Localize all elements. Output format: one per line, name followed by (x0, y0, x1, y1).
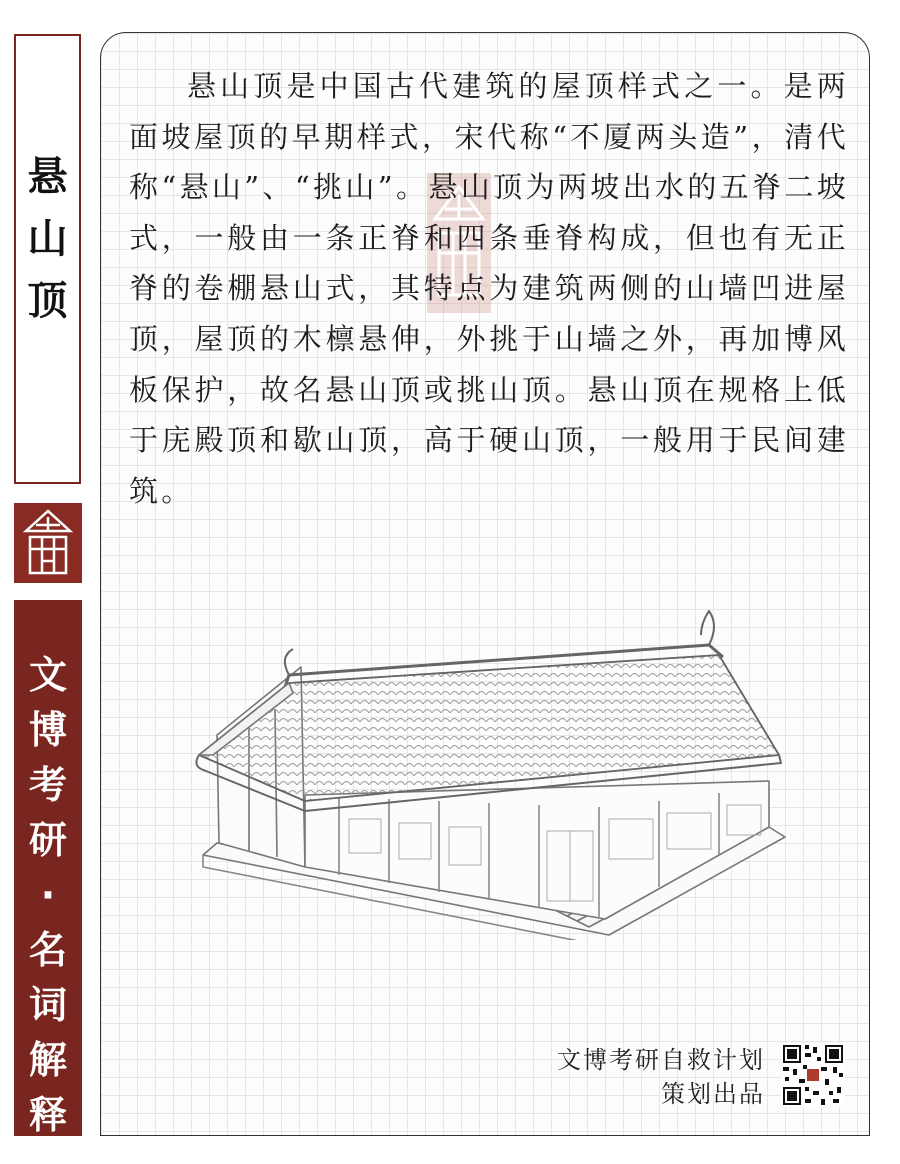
footer-credit (557, 1043, 765, 1111)
title-char: 山 (27, 216, 68, 262)
banner-char: 词 (28, 983, 67, 1027)
qr-code-icon[interactable] (781, 1043, 845, 1107)
footer-line: 策划出品 (661, 1080, 765, 1108)
banner-char: 考 (28, 763, 67, 807)
seal-icon (14, 503, 82, 583)
banner-char: 解 (28, 1038, 67, 1082)
title-char: 顶 (27, 278, 68, 324)
building-illustration (189, 605, 789, 940)
banner-char: 博 (28, 708, 67, 752)
title-box (14, 34, 81, 484)
banner-char: · (40, 873, 56, 917)
banner-char: 文 (28, 653, 67, 697)
banner-char: 释 (28, 1093, 67, 1137)
category-banner (14, 600, 82, 1136)
body-paragraph: 悬山顶是中国古代建筑的屋顶样式之一。是两面坡屋顶的早期样式，宋代称“不厦两头造”，清代称“悬山”、“挑山”。悬山顶为两坡出水的五脊二坡式，一般由一条正脊和四条垂脊构成，但也有无正脊的卷棚悬山式，其特点为建筑两侧的山墙凹进屋顶，屋顶的木檩悬伸，外挑于山墙之外，再加博风板保护，故名悬山顶或挑山顶。悬山顶在规格上低于庑殿顶和歇山顶，高于硬山顶，一般用于民间建筑。 (129, 69, 849, 508)
title-char: 悬 (27, 154, 68, 200)
footer-line: 文博考研自救计划 (557, 1046, 765, 1074)
banner-char: 研 (28, 818, 67, 862)
content-panel (100, 32, 870, 1136)
banner-char: 名 (28, 928, 67, 972)
